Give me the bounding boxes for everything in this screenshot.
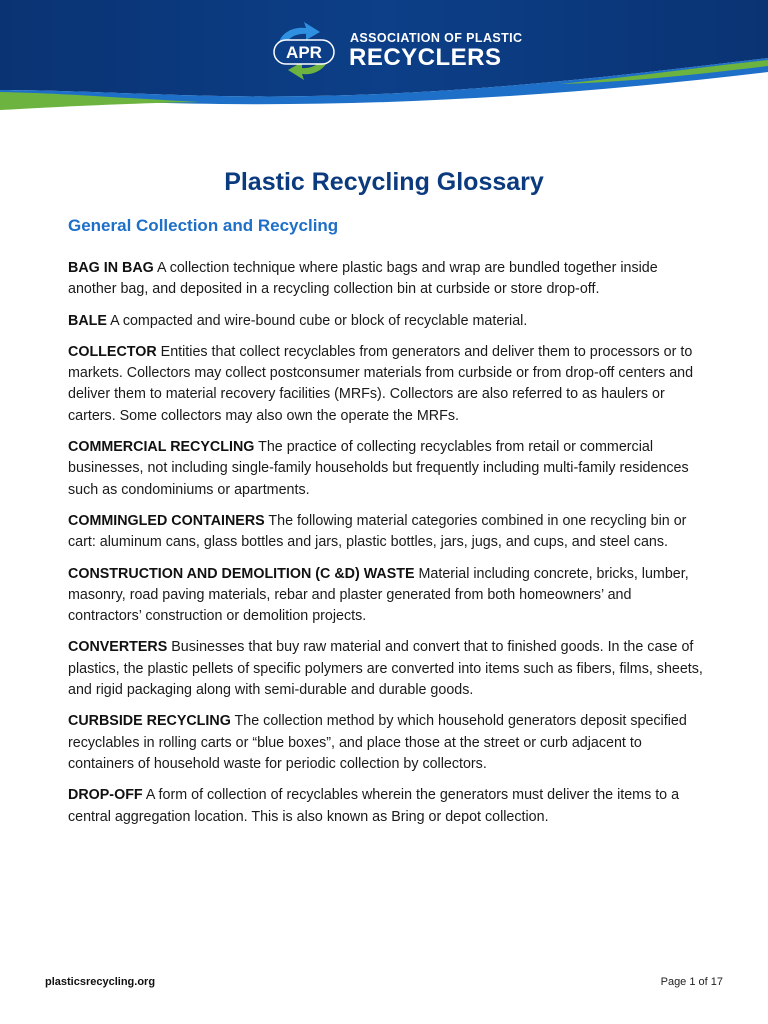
section-heading: General Collection and Recycling: [68, 216, 339, 235]
glossary-definition: A form of collection of recyclables wherein the generators must deliver the items to a central aggregation location. This is also known as Bring or depot collection.: [68, 787, 680, 825]
footer-page-number: Page 1 of 17: [660, 976, 723, 988]
glossary-list: [68, 258, 704, 838]
glossary-definition: The practice of collecting recyclables from retail or commercial businesses, not including single-family households but frequently including multi-family residences such as condominiums or apartments.: [68, 439, 689, 498]
glossary-term: DROP-OFF: [68, 787, 143, 804]
glossary-entry: [68, 311, 704, 332]
header-banner: [0, 0, 768, 112]
glossary-entry: [68, 564, 704, 628]
glossary-term: COMMERCIAL RECYCLING: [68, 439, 255, 456]
glossary-definition: Material including concrete, bricks, lumber, masonry, road paving materials, rebar and plaster generated from both homeowners’ and contractors’ construction or demolition projects.: [68, 565, 689, 625]
glossary-entry: [68, 511, 704, 554]
logo-text: APR: [286, 43, 322, 62]
glossary-term: BALE: [68, 312, 107, 329]
page-title: Plastic Recycling Glossary: [224, 168, 544, 196]
apr-logo[interactable]: [268, 22, 523, 80]
glossary-entry: [68, 637, 704, 701]
glossary-term: CONSTRUCTION AND DEMOLITION (C &D) WASTE: [68, 565, 415, 582]
glossary-entry: [68, 785, 704, 828]
glossary-term: COLLECTOR: [68, 343, 157, 360]
glossary-entry: [68, 437, 704, 501]
org-name-line1: ASSOCIATION OF PLASTIC: [350, 31, 523, 45]
glossary-term: CURBSIDE RECYCLING: [68, 713, 231, 730]
glossary-entry: [68, 711, 704, 775]
glossary-definition: The following material categories combined in one recycling bin or cart: aluminum cans, glass bottles and jars, plastic bottles, jars, jugs, and cups, and steel cans.: [68, 512, 687, 551]
glossary-term: CONVERTERS: [68, 639, 168, 656]
footer-website-link[interactable]: plasticsrecycling.org: [45, 976, 156, 988]
glossary-definition: A collection technique where plastic bags and wrap are bundled together inside another bag, and deposited in a recycling collection bin at curbside or store drop-off.: [68, 260, 658, 298]
glossary-definition: Businesses that buy raw material and convert that to finished goods. In the case of plastics, the plastic pellets of specific polymers are converted into items such as fibers, films, sheets, and rigid packaging along with semi-durable and durable goods.: [68, 639, 703, 699]
glossary-entry: [68, 342, 704, 427]
org-name-line2: RECYCLERS: [349, 44, 502, 71]
glossary-term: BAG IN BAG: [68, 260, 154, 276]
glossary-definition: A compacted and wire-bound cube or block of recyclable material.: [106, 312, 528, 329]
glossary-term: COMMINGLED CONTAINERS: [68, 512, 265, 529]
glossary-definition: The collection method by which household generators deposit specified recyclables in rolling carts or “blue boxes”, and place those at the street or curb adjacent to containers of household waste for periodic collection by collectors.: [68, 713, 687, 772]
recycle-arrows-icon: [268, 22, 340, 80]
glossary-definition: Entities that collect recyclables from generators and deliver them to processors or to markets. Collectors may collect postconsumer materials from curbside or from drop-off centers and deliver them to material recovery facilities (MRFs). Collectors are also referred to as haulers or carters. Some collectors may also own the operate the MRFs.: [68, 343, 694, 424]
glossary-entry: [68, 258, 704, 301]
